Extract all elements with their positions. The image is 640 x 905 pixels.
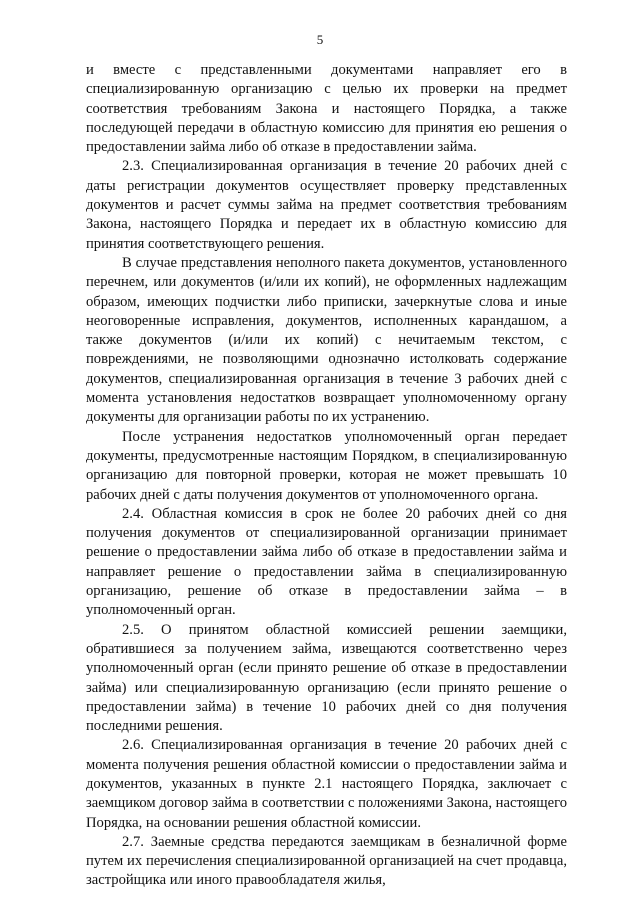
paragraph-2-5: 2.5. О принятом областной комиссией решении заемщики, обратившиеся за получением займа, извещаются соответственно через уполномоченный орган (если принято решение об отказе в предоставлении займа) или специализированную организацию (если принято решение о предоставлении займа) в течение 10 рабочих дней со дня получения последними решения. (86, 621, 567, 735)
page-number: 5 (316, 32, 324, 47)
paragraph-2-4: 2.4. Областная комиссия в срок не более 20 рабочих дней со дня получения документов от специализированной организации принимает решение о предоставлении займа либо об отказе в предоставлении займа и направляет решение о предоставлении займа в специализированную организацию, решение об отказе в предоставлении займа – в уполномоченный орган. (86, 505, 567, 619)
paragraph-2-3: 2.3. Специализированная организация в течение 20 рабочих дней с даты регистрации документов осуществляет проверку представленных документов и расчет суммы займа на предмет соответствия требованиям Закона, настоящего Порядка и передает их в областную комиссию для принятия соответствующего решения. (86, 158, 567, 252)
paragraph-incomplete-documents: В случае представления неполного пакета документов, установленного перечнем, или документов (и/или их копий), не оформленных надлежащим образом, имеющих подчистки либо приписки, зачеркнутые слова и иные неоговоренные исправления, документов, исполненных карандашом, а также документов (и/или их копий) с нечитаемым текстом, с повреждениями, не позволяющими однозначно истолковать содержание документов, специализированная организация в течение 3 рабочих дней с момента установления недостатков возвращает уполномоченному органу документы для организации работы по их устранению. (86, 254, 567, 426)
paragraph-2-7: 2.7. Заемные средства передаются заемщикам в безналичной форме путем их перечисления специализированной организацией на счет продавца, застройщика или иного правообладателя жилья, (86, 833, 567, 889)
paragraph-after-correction: После устранения недостатков уполномоченный орган передает документы, предусмотренные настоящим Порядком, в специализированную организацию для повторной проверки, которая не может превышать 10 рабочих дней с даты получения документов от уполномоченного органа. (86, 428, 567, 503)
paragraph-continuation: и вместе с представленными документами направляет его в специализированную организацию с целью их проверки на предмет соответствия требованиям Закона и настоящего Порядка, а также последующей передачи в областную комиссию для принятия ею решения о предоставлении займа либо об отказе в предоставлении займа. (86, 62, 567, 156)
paragraph-2-6: 2.6. Специализированная организация в течение 20 рабочих дней с момента получения решения областной комиссии о предоставлении займа и документов, указанных в пункте 2.1 настоящего Порядка, заключает с заемщиком договор займа в соответствии с положениями Закона, настоящего Порядка, на основании решения областной комиссии. (86, 737, 567, 831)
document-body (86, 61, 567, 891)
